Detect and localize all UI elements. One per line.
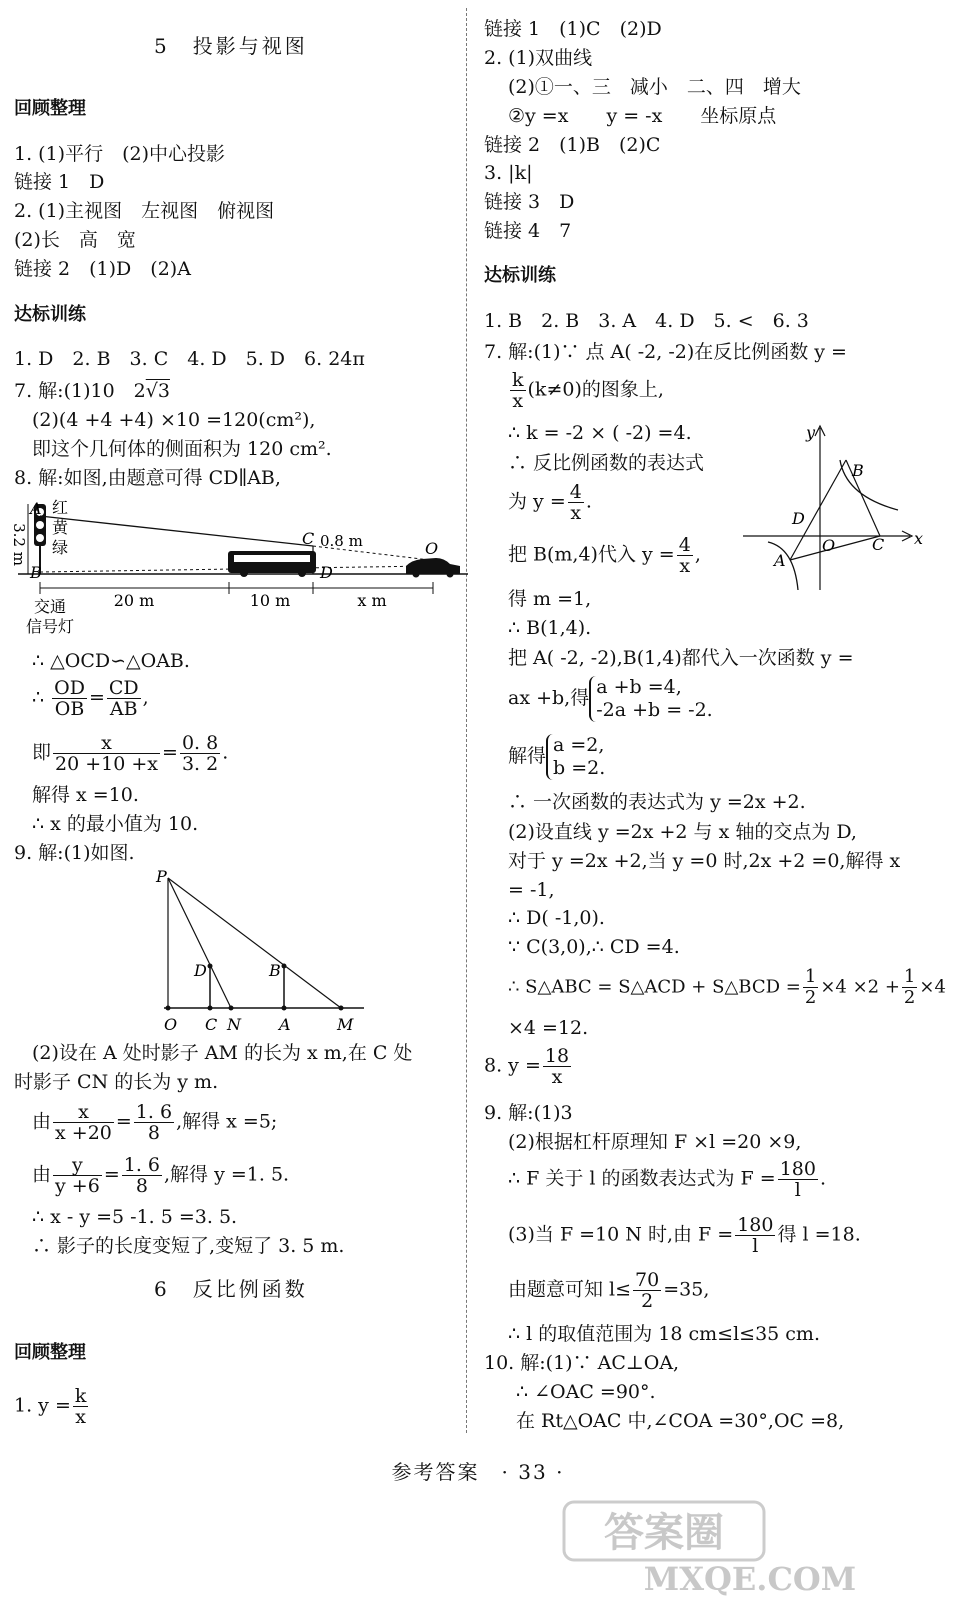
answer-line: 8. 解:如图,由题意可得 CD∥AB,: [14, 467, 281, 489]
answer-line: ∴ 一次函数的表达式为 y =2x +2.: [508, 791, 806, 813]
answer-line: 解得 a =2, b =2.: [508, 734, 606, 779]
answer-line: 为 y = $\frac{4}{x}$ .: [508, 481, 592, 524]
answer-line: ②y =x y = -x 坐标原点: [508, 105, 777, 127]
answer-line: 链接 3 D: [484, 191, 575, 213]
page-footer: 参考答案 · 33 ·: [391, 1460, 565, 1484]
answer-line: ∴ F 关于 l 的函数表达式为 F = $\frac{180}{l}$ .: [508, 1158, 827, 1201]
answer-line: 1. y = $\frac{k}{x}$: [14, 1385, 87, 1428]
answer-line: 10. 解:(1)∵ AC⊥OA,: [484, 1352, 680, 1374]
answer-line: (3)当 F =10 N 时,由 F = $\frac{180}{l}$ 得 l =18.: [508, 1214, 861, 1257]
fig9-label: D: [194, 961, 207, 980]
answer-line: (2)设在 A 处时影子 AM 的长为 x m,在 C 处: [32, 1042, 413, 1064]
fig8-label: D: [320, 563, 333, 582]
answer-line: 2. (1)双曲线: [484, 47, 593, 69]
answer-line: ∴ B(1,4).: [508, 617, 592, 639]
answer-line: ∴ $\frac{OD}{OB}$ = $\frac{CD}{AB}$ ,: [32, 677, 149, 720]
answer-line: 在 Rt△OAC 中,∠COA =30°,OC =8,: [516, 1410, 845, 1432]
answer-line: 由 $\frac{y}{y +6}$ = $\frac{1. 6}{8}$ ,解得 y =1. 5.: [32, 1154, 290, 1197]
answer-line: 链接 1 (1)C (2)D: [484, 18, 662, 40]
answer-line: 1. (1)平行 (2)中心投影: [14, 143, 225, 165]
traffic-light-figure: [8, 496, 458, 638]
answer-line: 7. 解:(1)∵ 点 A( -2, -2)在反比例函数 y =: [484, 341, 847, 363]
fig8-label: O: [425, 539, 439, 558]
training-heading: 达标训练: [14, 304, 86, 325]
answer-line: 由题意可知 l≤ $\frac{70}{2}$ =35,: [508, 1269, 710, 1312]
fig9-label: N: [227, 1015, 241, 1034]
fig8-label: 信号灯: [26, 617, 75, 636]
answer-line: 1. D 2. B 3. C 4. D 5. D 6. 24π: [14, 348, 365, 370]
watermark-text: 答案圈: [604, 1509, 724, 1556]
answer-line: 9. 解:(1)3: [484, 1102, 573, 1124]
answer-line: 8. y = $\frac{18}{x}$: [484, 1045, 570, 1088]
answer-line: 解得 x =10.: [32, 784, 139, 806]
answer-line: ∴ x 的最小值为 10.: [32, 813, 199, 835]
section-5-title: 5 投影与视图: [154, 34, 308, 58]
shadow-figure: [154, 868, 374, 1036]
fig8-label: 10 m: [249, 591, 291, 610]
answer-line: ∴ k = -2 × ( -2) =4.: [508, 422, 692, 444]
fig8-label: 3.2 m: [10, 523, 28, 566]
answer-line: 时影子 CN 的长为 y m.: [14, 1071, 219, 1093]
review-heading: 回顾整理: [14, 98, 86, 119]
fig8-label: 红: [52, 498, 69, 517]
fig7-label: D: [792, 509, 805, 528]
answer-line: 2. (1)主视图 左视图 俯视图: [14, 200, 275, 222]
answer-line: 1. B 2. B 3. A 4. D 5. < 6. 3: [484, 310, 809, 332]
answer-line: ∴ △OCD∽△OAB.: [32, 650, 190, 672]
answer-line: 链接 2 (1)B (2)C: [484, 134, 661, 156]
answer-line: 链接 2 (1)D (2)A: [14, 258, 191, 280]
bus-icon: [228, 551, 316, 577]
fig7-label: C: [872, 535, 885, 554]
answer-line: ∴ 影子的长度变短了,变短了 3. 5 m.: [32, 1235, 345, 1257]
fig9-label: B: [269, 961, 281, 980]
fig8-label: C: [302, 529, 315, 548]
watermark-url: MXQE.COM: [643, 1560, 857, 1598]
answer-line: ∴ S△ABC = S△ACD + S△BCD = $\frac{1}{2}$ ×4 ×2 + $\frac{1}{2}$ ×4: [508, 966, 946, 1008]
answer-line: 由 $\frac{x}{x +20}$ = $\frac{1. 6}{8}$ ,解得 x =5;: [32, 1101, 278, 1144]
answer-line: 把 A( -2, -2),B(1,4)都代入一次函数 y =: [508, 647, 854, 669]
answer-line: (2)①一、三 减小 二、四 增大: [508, 76, 801, 98]
fig7-label: B: [852, 461, 864, 480]
fig9-label: P: [156, 867, 167, 886]
answer-line: 对于 y =2x +2,当 y =0 时,2x +2 =0,解得 x: [508, 850, 901, 872]
review-heading: 回顾整理: [14, 1342, 86, 1363]
answer-line: 得 m =1,: [508, 588, 592, 610]
function-graph-figure: [738, 420, 938, 595]
answer-line: (2)长 高 宽: [14, 229, 136, 251]
answer-line: 7. 解:(1)10 2√3: [14, 380, 170, 402]
answer-line: ×4 =12.: [508, 1017, 589, 1039]
fig7-label: x: [914, 529, 924, 548]
answer-line: = -1,: [508, 879, 555, 901]
answer-line: (2)(4 +4 +4) ×10 =120(cm²),: [32, 409, 316, 431]
answer-line: 即这个几何体的侧面积为 120 cm².: [32, 438, 332, 460]
fig7-label: y: [806, 423, 816, 442]
answer-line: 9. 解:(1)如图.: [14, 842, 135, 864]
left-column: [10, 0, 456, 1440]
fig8-label: x m: [357, 591, 387, 610]
fig9-label: O: [164, 1015, 178, 1034]
fig7-label: A: [774, 551, 786, 570]
answer-line: 链接 1 D: [14, 171, 105, 193]
answer-line: (2)设直线 y =2x +2 与 x 轴的交点为 D,: [508, 821, 857, 843]
fig8-label: 20 m: [113, 591, 155, 610]
answer-line: 把 B(m,4)代入 y = $\frac{4}{x}$ ,: [508, 534, 701, 577]
fig8-label: A: [30, 499, 42, 518]
answer-line: 即 $\frac{x}{20 +10 +x}$ = $\frac{0. 8}{3. 2}$ .: [32, 732, 229, 775]
fig9-label: M: [337, 1015, 354, 1034]
right-column: [476, 0, 946, 1440]
fig8-label: B: [30, 563, 42, 582]
section-6-title: 6 反比例函数: [154, 1277, 308, 1301]
answer-line: ax +b,得 a +b =4, -2a +b = -2.: [508, 676, 713, 721]
fig9-label: C: [205, 1015, 218, 1034]
answer-line: 3. |k|: [484, 162, 533, 184]
fig8-label: 0.8 m: [320, 532, 363, 550]
answer-line: (2)根据杠杆原理知 F ×l =20 ×9,: [508, 1131, 802, 1153]
fig7-label: O: [822, 536, 836, 555]
answer-line: ∵ C(3,0),∴ CD =4.: [508, 936, 680, 958]
answer-line: ∴ D( -1,0).: [508, 907, 605, 929]
column-divider: [466, 8, 467, 1433]
training-heading: 达标训练: [484, 265, 556, 286]
fig8-label: 交通: [34, 597, 67, 616]
answer-line: ∴ l 的取值范围为 18 cm≤l≤35 cm.: [508, 1323, 820, 1345]
answer-line: $\frac{k}{x}$ (k≠0)的图象上,: [512, 369, 664, 412]
fig8-label: 黄: [52, 518, 69, 537]
answer-line: ∴ 反比例函数的表达式: [508, 452, 705, 474]
answer-line: ∴ ∠OAC =90°.: [516, 1381, 656, 1403]
fig9-label: A: [279, 1015, 291, 1034]
answer-line: ∴ x - y =5 -1. 5 =3. 5.: [32, 1206, 238, 1228]
fig8-label: 绿: [52, 538, 69, 557]
watermark-logo: [560, 1498, 940, 1598]
answer-line: 链接 4 7: [484, 220, 572, 242]
